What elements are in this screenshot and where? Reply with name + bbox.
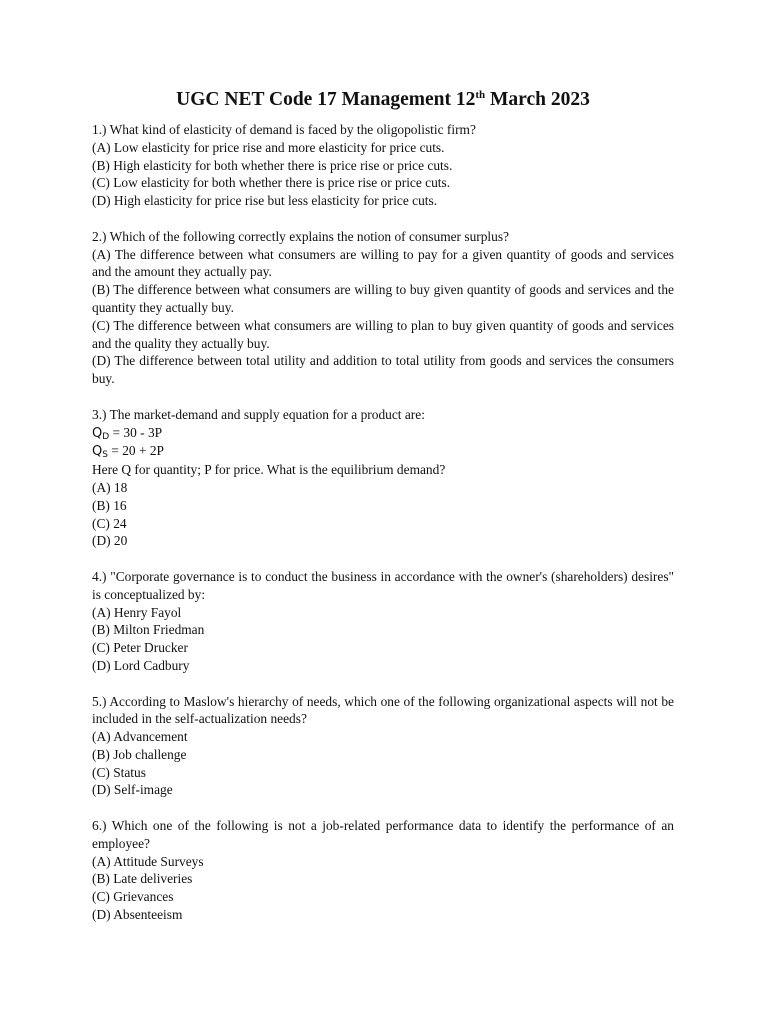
option-b: (B) 16 <box>92 497 127 513</box>
question-1 <box>92 121 674 210</box>
question-stem: 4.) "Corporate governance is to conduct the business in accordance with the owner's (shareholders) desires" is conceptualized by: <box>92 568 674 602</box>
title-main: UGC NET Code 17 Management 12 <box>176 89 476 110</box>
supply-equation <box>92 442 674 461</box>
document-title <box>92 88 674 112</box>
question-stem: 1.) What kind of elasticity of demand is faced by the oligopolistic firm? <box>92 122 476 137</box>
option-c: (C) Grievances <box>92 889 174 905</box>
option-d: (D) High elasticity for price rise but less elasticity for price cuts. <box>92 193 438 209</box>
equation-variable: $Q_S$ <box>92 444 108 461</box>
option-a: (A) Henry Fayol <box>92 604 182 620</box>
question-stem: 2.) Which of the following correctly explains the notion of consumer surplus? <box>92 228 509 244</box>
option-b: (B) Milton Friedman <box>92 622 205 638</box>
question-3 <box>92 406 674 550</box>
question-6 <box>92 817 674 924</box>
option-a: (A) Low elasticity for price rise and more elasticity for price cuts. <box>92 139 445 155</box>
option-d: (D) Lord Cadbury <box>92 657 190 673</box>
option-d: (D) 20 <box>92 533 128 549</box>
question-stem-continued: Here Q for quantity; P for price. What is the equilibrium demand? <box>92 462 446 478</box>
option-c: (C) Low elasticity for both whether there is price rise or price cuts. <box>92 175 451 191</box>
option-c: (C) 24 <box>92 515 127 531</box>
option-c: (C) The difference between what consumers are willing to plan to buy given quantity of goods and services and the quality they actually buy. <box>92 317 674 351</box>
option-a: (A) Advancement <box>92 729 188 745</box>
option-a: (A) The difference between what consumers are willing to pay for a given quantity of goods and services and the amount they actually pay. <box>92 246 674 280</box>
equation-rhs: = 20 + 2P <box>107 443 164 459</box>
title-rest: March 2023 <box>485 89 590 110</box>
option-b: (B) High elasticity for both whether there is price rise or price cuts. <box>92 157 453 173</box>
question-5 <box>92 693 674 800</box>
option-c: (C) Status <box>92 764 146 780</box>
demand-equation <box>92 424 674 443</box>
option-d: (D) Self-image <box>92 782 173 798</box>
question-stem: 3.) The market-demand and supply equation for a product are: <box>92 406 425 422</box>
option-a: (A) 18 <box>92 479 128 495</box>
option-d: (D) Absenteeism <box>92 907 183 923</box>
option-a: (A) Attitude Surveys <box>92 853 204 869</box>
option-c: (C) Peter Drucker <box>92 640 188 656</box>
document-page <box>92 88 674 942</box>
question-stem: 6.) Which one of the following is not a job-related performance data to identify the performance of an employee? <box>92 818 674 851</box>
option-d: (D) The difference between total utility and addition to total utility from goods and services the consumers buy. <box>92 353 674 387</box>
option-b: (B) The difference between what consumers are willing to buy given quantity of goods and services and the quantity they actually buy. <box>92 282 674 315</box>
option-b: (B) Job challenge <box>92 746 187 762</box>
question-2 <box>92 228 674 388</box>
question-stem: 5.) According to Maslow's hierarchy of needs, which one of the following organizational aspects will not be included in the self-actualization needs? <box>92 693 674 727</box>
title-superscript: th <box>475 89 486 101</box>
equation-variable: $Q_D$ <box>92 425 110 442</box>
option-b: (B) Late deliveries <box>92 871 193 887</box>
question-4 <box>92 568 674 675</box>
equation-rhs: = 30 - 3P <box>109 424 163 440</box>
